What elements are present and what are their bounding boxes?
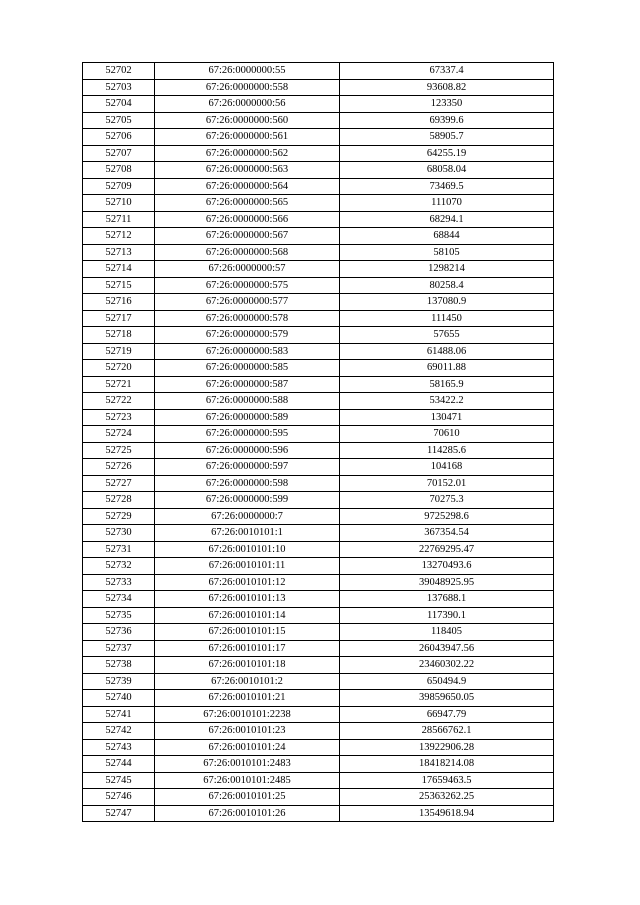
value-cell: 39048925.95 [340,574,554,591]
table-row [83,805,554,822]
row-number-cell: 52712 [83,228,155,245]
value-cell: 28566762.1 [340,723,554,740]
cadastral-number-cell: 67:26:0000000:583 [155,343,340,360]
value-cell: 117390.1 [340,607,554,624]
cadastral-number-cell: 67:26:0010101:26 [155,805,340,822]
cadastral-number-cell: 67:26:0010101:24 [155,739,340,756]
table-row [83,244,554,261]
cadastral-number-cell: 67:26:0010101:18 [155,657,340,674]
table-row [83,294,554,311]
row-number-cell: 52707 [83,145,155,162]
value-cell: 58905.7 [340,129,554,146]
cadastral-number-cell: 67:26:0010101:12 [155,574,340,591]
value-cell: 80258.4 [340,277,554,294]
value-cell: 57655 [340,327,554,344]
table-row [83,228,554,245]
value-cell: 61488.06 [340,343,554,360]
cadastral-number-cell: 67:26:0000000:587 [155,376,340,393]
table-row [83,574,554,591]
cadastral-number-cell: 67:26:0000000:564 [155,178,340,195]
value-cell: 70152.01 [340,475,554,492]
cadastral-number-cell: 67:26:0000000:562 [155,145,340,162]
table-row [83,789,554,806]
row-number-cell: 52711 [83,211,155,228]
table-row [83,393,554,410]
row-number-cell: 52724 [83,426,155,443]
row-number-cell: 52731 [83,541,155,558]
cadastral-number-cell: 67:26:0010101:13 [155,591,340,608]
value-cell: 17659463.5 [340,772,554,789]
cadastral-number-cell: 67:26:0010101:17 [155,640,340,657]
table-row [83,96,554,113]
table-row [83,112,554,129]
table-row [83,343,554,360]
row-number-cell: 52721 [83,376,155,393]
table-row [83,624,554,641]
value-cell: 69399.6 [340,112,554,129]
cadastral-number-cell: 67:26:0010101:15 [155,624,340,641]
value-cell: 650494.9 [340,673,554,690]
cadastral-number-cell: 67:26:0010101:23 [155,723,340,740]
row-number-cell: 52734 [83,591,155,608]
table-row [83,558,554,575]
row-number-cell: 52736 [83,624,155,641]
value-cell: 58165.9 [340,376,554,393]
row-number-cell: 52740 [83,690,155,707]
cadastral-number-cell: 67:26:0000000:57 [155,261,340,278]
row-number-cell: 52725 [83,442,155,459]
row-number-cell: 52727 [83,475,155,492]
table-row [83,739,554,756]
value-cell: 25363262.25 [340,789,554,806]
value-cell: 64255.19 [340,145,554,162]
cadastral-number-cell: 67:26:0000000:598 [155,475,340,492]
table-row [83,162,554,179]
cadastral-number-cell: 67:26:0010101:10 [155,541,340,558]
value-cell: 73469.5 [340,178,554,195]
row-number-cell: 52708 [83,162,155,179]
cadastral-number-cell: 67:26:0000000:566 [155,211,340,228]
table-row [83,508,554,525]
table-row [83,723,554,740]
row-number-cell: 52713 [83,244,155,261]
row-number-cell: 52743 [83,739,155,756]
cadastral-number-cell: 67:26:0000000:561 [155,129,340,146]
value-cell: 137688.1 [340,591,554,608]
row-number-cell: 52723 [83,409,155,426]
row-number-cell: 52735 [83,607,155,624]
table-row [83,475,554,492]
cadastral-number-cell: 67:26:0010101:25 [155,789,340,806]
value-cell: 137080.9 [340,294,554,311]
cadastral-number-cell: 67:26:0000000:568 [155,244,340,261]
value-cell: 118405 [340,624,554,641]
table-row [83,772,554,789]
value-cell: 26043947.56 [340,640,554,657]
value-cell: 367354.54 [340,525,554,542]
row-number-cell: 52709 [83,178,155,195]
table-row [83,63,554,80]
value-cell: 68844 [340,228,554,245]
table-row [83,690,554,707]
row-number-cell: 52714 [83,261,155,278]
row-number-cell: 52705 [83,112,155,129]
table-row [83,492,554,509]
table-body [83,63,554,822]
cadastral-number-cell: 67:26:0000000:565 [155,195,340,212]
value-cell: 111070 [340,195,554,212]
value-cell: 53422.2 [340,393,554,410]
value-cell: 68294.1 [340,211,554,228]
row-number-cell: 52718 [83,327,155,344]
cadastral-number-cell: 67:26:0010101:1 [155,525,340,542]
cadastral-number-cell: 67:26:0000000:596 [155,442,340,459]
value-cell: 13922906.28 [340,739,554,756]
cadastral-number-cell: 67:26:0010101:2 [155,673,340,690]
row-number-cell: 52742 [83,723,155,740]
table-row [83,145,554,162]
row-number-cell: 52747 [83,805,155,822]
table-row [83,261,554,278]
table-row [83,525,554,542]
value-cell: 13270493.6 [340,558,554,575]
table-row [83,79,554,96]
cadastral-number-cell: 67:26:0000000:589 [155,409,340,426]
row-number-cell: 52726 [83,459,155,476]
table-row [83,541,554,558]
table-row [83,756,554,773]
value-cell: 70275.3 [340,492,554,509]
cadastral-number-cell: 67:26:0000000:575 [155,277,340,294]
row-number-cell: 52728 [83,492,155,509]
cadastral-number-cell: 67:26:0000000:7 [155,508,340,525]
cadastral-number-cell: 67:26:0000000:595 [155,426,340,443]
cadastral-number-cell: 67:26:0000000:579 [155,327,340,344]
value-cell: 104168 [340,459,554,476]
cadastral-value-table [82,62,554,822]
cadastral-number-cell: 67:26:0000000:585 [155,360,340,377]
value-cell: 58105 [340,244,554,261]
row-number-cell: 52739 [83,673,155,690]
row-number-cell: 52733 [83,574,155,591]
table-row [83,376,554,393]
cadastral-number-cell: 67:26:0000000:560 [155,112,340,129]
cadastral-number-cell: 67:26:0010101:2485 [155,772,340,789]
value-cell: 9725298.6 [340,508,554,525]
table-row [83,310,554,327]
value-cell: 13549618.94 [340,805,554,822]
table-row [83,178,554,195]
value-cell: 68058.04 [340,162,554,179]
value-cell: 18418214.08 [340,756,554,773]
table-row [83,327,554,344]
value-cell: 93608.82 [340,79,554,96]
row-number-cell: 52722 [83,393,155,410]
row-number-cell: 52706 [83,129,155,146]
value-cell: 114285.6 [340,442,554,459]
value-cell: 69011.88 [340,360,554,377]
cadastral-number-cell: 67:26:0000000:599 [155,492,340,509]
table-row [83,442,554,459]
table-row [83,673,554,690]
cadastral-number-cell: 67:26:0000000:578 [155,310,340,327]
cadastral-number-cell: 67:26:0000000:55 [155,63,340,80]
cadastral-number-cell: 67:26:0000000:558 [155,79,340,96]
row-number-cell: 52702 [83,63,155,80]
row-number-cell: 52729 [83,508,155,525]
row-number-cell: 52710 [83,195,155,212]
row-number-cell: 52744 [83,756,155,773]
value-cell: 22769295.47 [340,541,554,558]
value-cell: 1298214 [340,261,554,278]
table-row [83,706,554,723]
cadastral-number-cell: 67:26:0010101:2238 [155,706,340,723]
row-number-cell: 52745 [83,772,155,789]
value-cell: 111450 [340,310,554,327]
row-number-cell: 52741 [83,706,155,723]
row-number-cell: 52746 [83,789,155,806]
cadastral-number-cell: 67:26:0010101:11 [155,558,340,575]
cadastral-number-cell: 67:26:0000000:563 [155,162,340,179]
row-number-cell: 52738 [83,657,155,674]
cadastral-number-cell: 67:26:0000000:588 [155,393,340,410]
cadastral-number-cell: 67:26:0000000:597 [155,459,340,476]
value-cell: 39859650.05 [340,690,554,707]
row-number-cell: 52704 [83,96,155,113]
row-number-cell: 52716 [83,294,155,311]
value-cell: 70610 [340,426,554,443]
value-cell: 23460302.22 [340,657,554,674]
cadastral-number-cell: 67:26:0000000:577 [155,294,340,311]
row-number-cell: 52732 [83,558,155,575]
table-row [83,426,554,443]
value-cell: 123350 [340,96,554,113]
row-number-cell: 52720 [83,360,155,377]
row-number-cell: 52730 [83,525,155,542]
table-row [83,211,554,228]
table-row [83,640,554,657]
table-row [83,277,554,294]
table-row [83,591,554,608]
table-row [83,459,554,476]
cadastral-number-cell: 67:26:0000000:56 [155,96,340,113]
cadastral-number-cell: 67:26:0000000:567 [155,228,340,245]
cadastral-number-cell: 67:26:0010101:2483 [155,756,340,773]
value-cell: 130471 [340,409,554,426]
table-row [83,409,554,426]
table-row [83,360,554,377]
table-row [83,129,554,146]
row-number-cell: 52737 [83,640,155,657]
cadastral-number-cell: 67:26:0010101:14 [155,607,340,624]
table-row [83,657,554,674]
table-row [83,195,554,212]
table-row [83,607,554,624]
value-cell: 67337.4 [340,63,554,80]
cadastral-number-cell: 67:26:0010101:21 [155,690,340,707]
row-number-cell: 52717 [83,310,155,327]
row-number-cell: 52715 [83,277,155,294]
row-number-cell: 52719 [83,343,155,360]
value-cell: 66947.79 [340,706,554,723]
row-number-cell: 52703 [83,79,155,96]
